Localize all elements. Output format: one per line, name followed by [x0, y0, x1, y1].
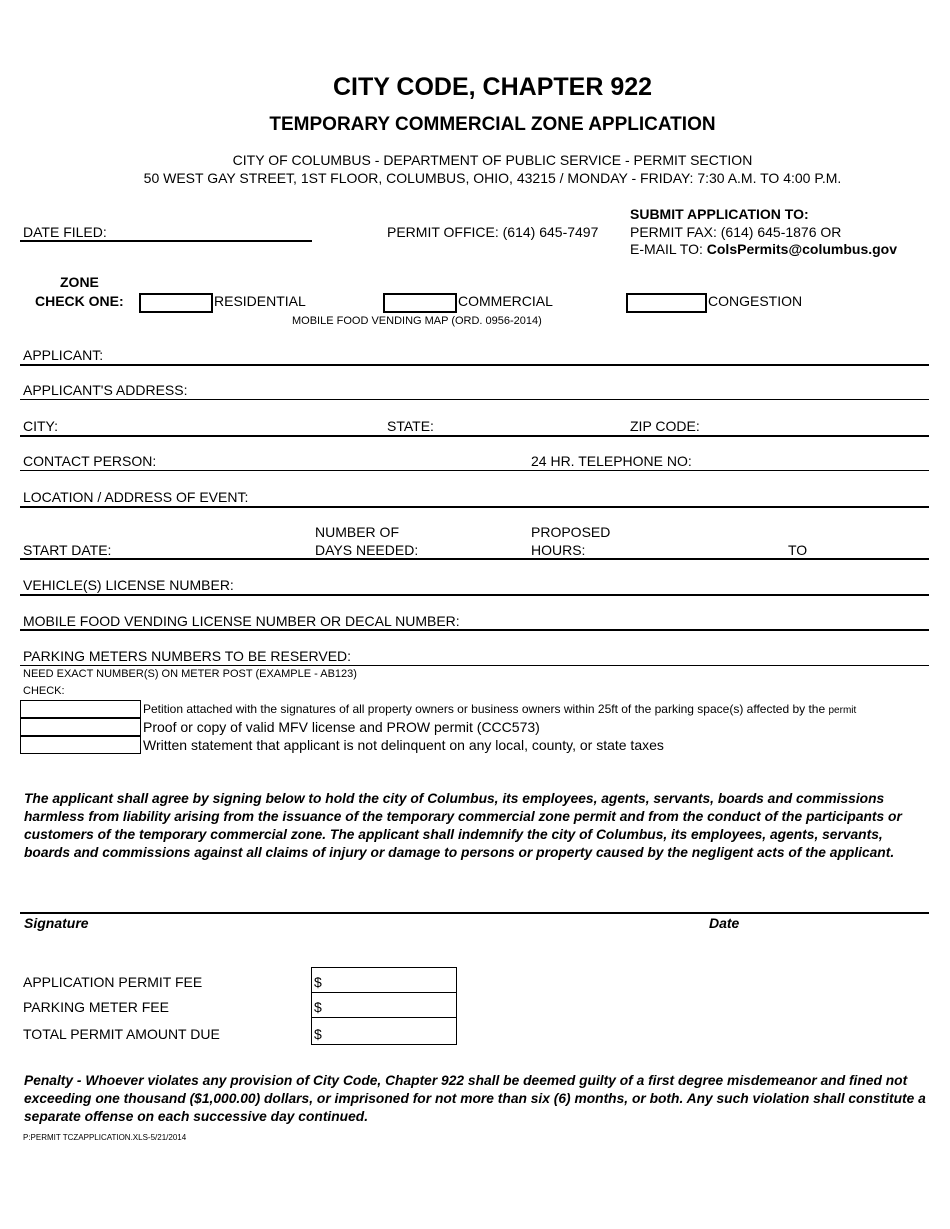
- petition-text: [143, 701, 856, 719]
- hours-to-label: TO: [788, 542, 808, 558]
- congestion-label: CONGESTION: [708, 293, 803, 309]
- state-label: STATE:: [387, 418, 434, 434]
- signature-label: Signature: [24, 915, 89, 931]
- application-fee-input[interactable]: [311, 967, 457, 993]
- email-prefix: E-MAIL TO:: [630, 241, 707, 257]
- petition-checkbox[interactable]: [20, 700, 141, 718]
- department-line: CITY OF COLUMBUS - DEPARTMENT OF PUBLIC SERVICE - PERMIT SECTION: [232, 152, 753, 168]
- parking-fee-input[interactable]: [311, 992, 457, 1018]
- email-line: [630, 241, 897, 258]
- file-reference: P:PERMIT TCZAPPLICATION.XLS-5/21/2014: [23, 1133, 187, 1142]
- parking-fee-currency: $: [314, 999, 322, 1015]
- indemnity-agreement: The applicant shall agree by signing below to hold the city of Columbus, its employees, agents, servants, boards and commissions harmless from liability arising from the issuance of the temporary commercial zone permit and from the conduct of the participants or customers of the temporary commercial zone. The applicant shall indemnify the city of Columbus, its employees, agents, servants, boards and commissions against all claims of injury or damage to persons or property caused by the negligent acts of the applicant.: [24, 791, 902, 860]
- email-address[interactable]: ColsPermits@columbus.gov: [706, 241, 898, 257]
- proposed-hours-label-2: HOURS:: [531, 542, 586, 558]
- zone-check-one: CHECK ONE:: [35, 293, 124, 309]
- parking-meters-label: PARKING METERS NUMBERS TO BE RESERVED:: [23, 648, 352, 664]
- residential-label: RESIDENTIAL: [214, 293, 306, 309]
- contact-person-label: CONTACT PERSON:: [23, 453, 157, 469]
- check-label: CHECK:: [23, 685, 65, 697]
- tax-statement-checkbox[interactable]: [20, 736, 141, 754]
- date-label: Date: [709, 915, 740, 931]
- applicant-label: APPLICANT:: [23, 347, 104, 363]
- petition-text-tail: permit: [828, 705, 857, 716]
- meter-number-note: NEED EXACT NUMBER(S) ON METER POST (EXAMPLE - AB123): [23, 668, 357, 680]
- applicant-address-line[interactable]: [20, 399, 929, 400]
- vehicle-license-label: VEHICLE(S) LICENSE NUMBER:: [23, 577, 234, 593]
- parking-meters-line[interactable]: [20, 665, 929, 666]
- days-needed-label-1: NUMBER OF: [315, 524, 399, 540]
- mfv-proof-checkbox[interactable]: [20, 718, 141, 736]
- days-needed-label-2: DAYS NEEDED:: [315, 542, 419, 558]
- applicant-line[interactable]: [20, 364, 929, 366]
- congestion-checkbox[interactable]: [626, 293, 707, 313]
- mfv-license-line[interactable]: [20, 629, 929, 631]
- commercial-checkbox[interactable]: [383, 293, 457, 313]
- submit-heading: SUBMIT APPLICATION TO:: [630, 206, 809, 222]
- application-fee-label: APPLICATION PERMIT FEE: [23, 974, 203, 990]
- telephone-label: 24 HR. TELEPHONE NO:: [531, 453, 692, 469]
- signature-line[interactable]: [20, 912, 929, 914]
- total-due-currency: $: [314, 1026, 322, 1042]
- page-title: CITY CODE, CHAPTER 922: [332, 73, 653, 101]
- zip-label: ZIP CODE:: [630, 418, 700, 434]
- total-due-input[interactable]: [311, 1017, 457, 1045]
- mfv-license-label: MOBILE FOOD VENDING LICENSE NUMBER OR DECAL NUMBER:: [23, 613, 460, 629]
- event-location-label: LOCATION / ADDRESS OF EVENT:: [23, 489, 249, 505]
- event-location-line[interactable]: [20, 506, 929, 508]
- residential-checkbox[interactable]: [139, 293, 213, 313]
- penalty-notice: Penalty - Whoever violates any provision of City Code, Chapter 922 shall be deemed guilty of a first degree misdemeanor and fined not exceeding one thousand ($1,000.00) dollars, or imprisoned for not more than six (6) months, or both. Any such violation shall constitute a separate offense on each successive day continued.: [24, 1073, 926, 1124]
- city-label: CITY:: [23, 418, 59, 434]
- total-due-label: TOTAL PERMIT AMOUNT DUE: [23, 1026, 220, 1042]
- permit-office-phone: PERMIT OFFICE: (614) 645-7497: [387, 224, 599, 240]
- page-subtitle: TEMPORARY COMMERCIAL ZONE APPLICATION: [269, 114, 716, 135]
- applicant-address-label: APPLICANT'S ADDRESS:: [23, 382, 188, 398]
- start-date-label: START DATE:: [23, 542, 112, 558]
- date-filed-label: DATE FILED:: [23, 224, 107, 240]
- mfv-map-note: MOBILE FOOD VENDING MAP (ORD. 0956-2014): [292, 315, 542, 327]
- city-line[interactable]: [20, 435, 929, 437]
- commercial-label: COMMERCIAL: [458, 293, 553, 309]
- tax-statement-text: Written statement that applicant is not delinquent on any local, county, or state taxes: [143, 737, 664, 753]
- address-line: 50 WEST GAY STREET, 1ST FLOOR, COLUMBUS, OHIO, 43215 / MONDAY - FRIDAY: 7:30 A.M. TO 4:00 P.M.: [143, 170, 842, 186]
- application-fee-currency: $: [314, 974, 322, 990]
- contact-line[interactable]: [20, 470, 929, 471]
- parking-fee-label: PARKING METER FEE: [23, 999, 169, 1015]
- zone-heading: ZONE: [60, 274, 99, 290]
- petition-text-main: Petition attached with the signatures of all property owners or business owners within 25ft of the parking space(s) affected by the: [143, 702, 829, 716]
- mfv-proof-text: Proof or copy of valid MFV license and PROW permit (CCC573): [143, 719, 540, 735]
- date-filed-line: [20, 240, 312, 242]
- proposed-hours-label-1: PROPOSED: [531, 524, 611, 540]
- vehicle-license-line[interactable]: [20, 594, 929, 596]
- start-date-line[interactable]: [20, 558, 929, 560]
- permit-fax: PERMIT FAX: (614) 645-1876 OR: [630, 224, 842, 240]
